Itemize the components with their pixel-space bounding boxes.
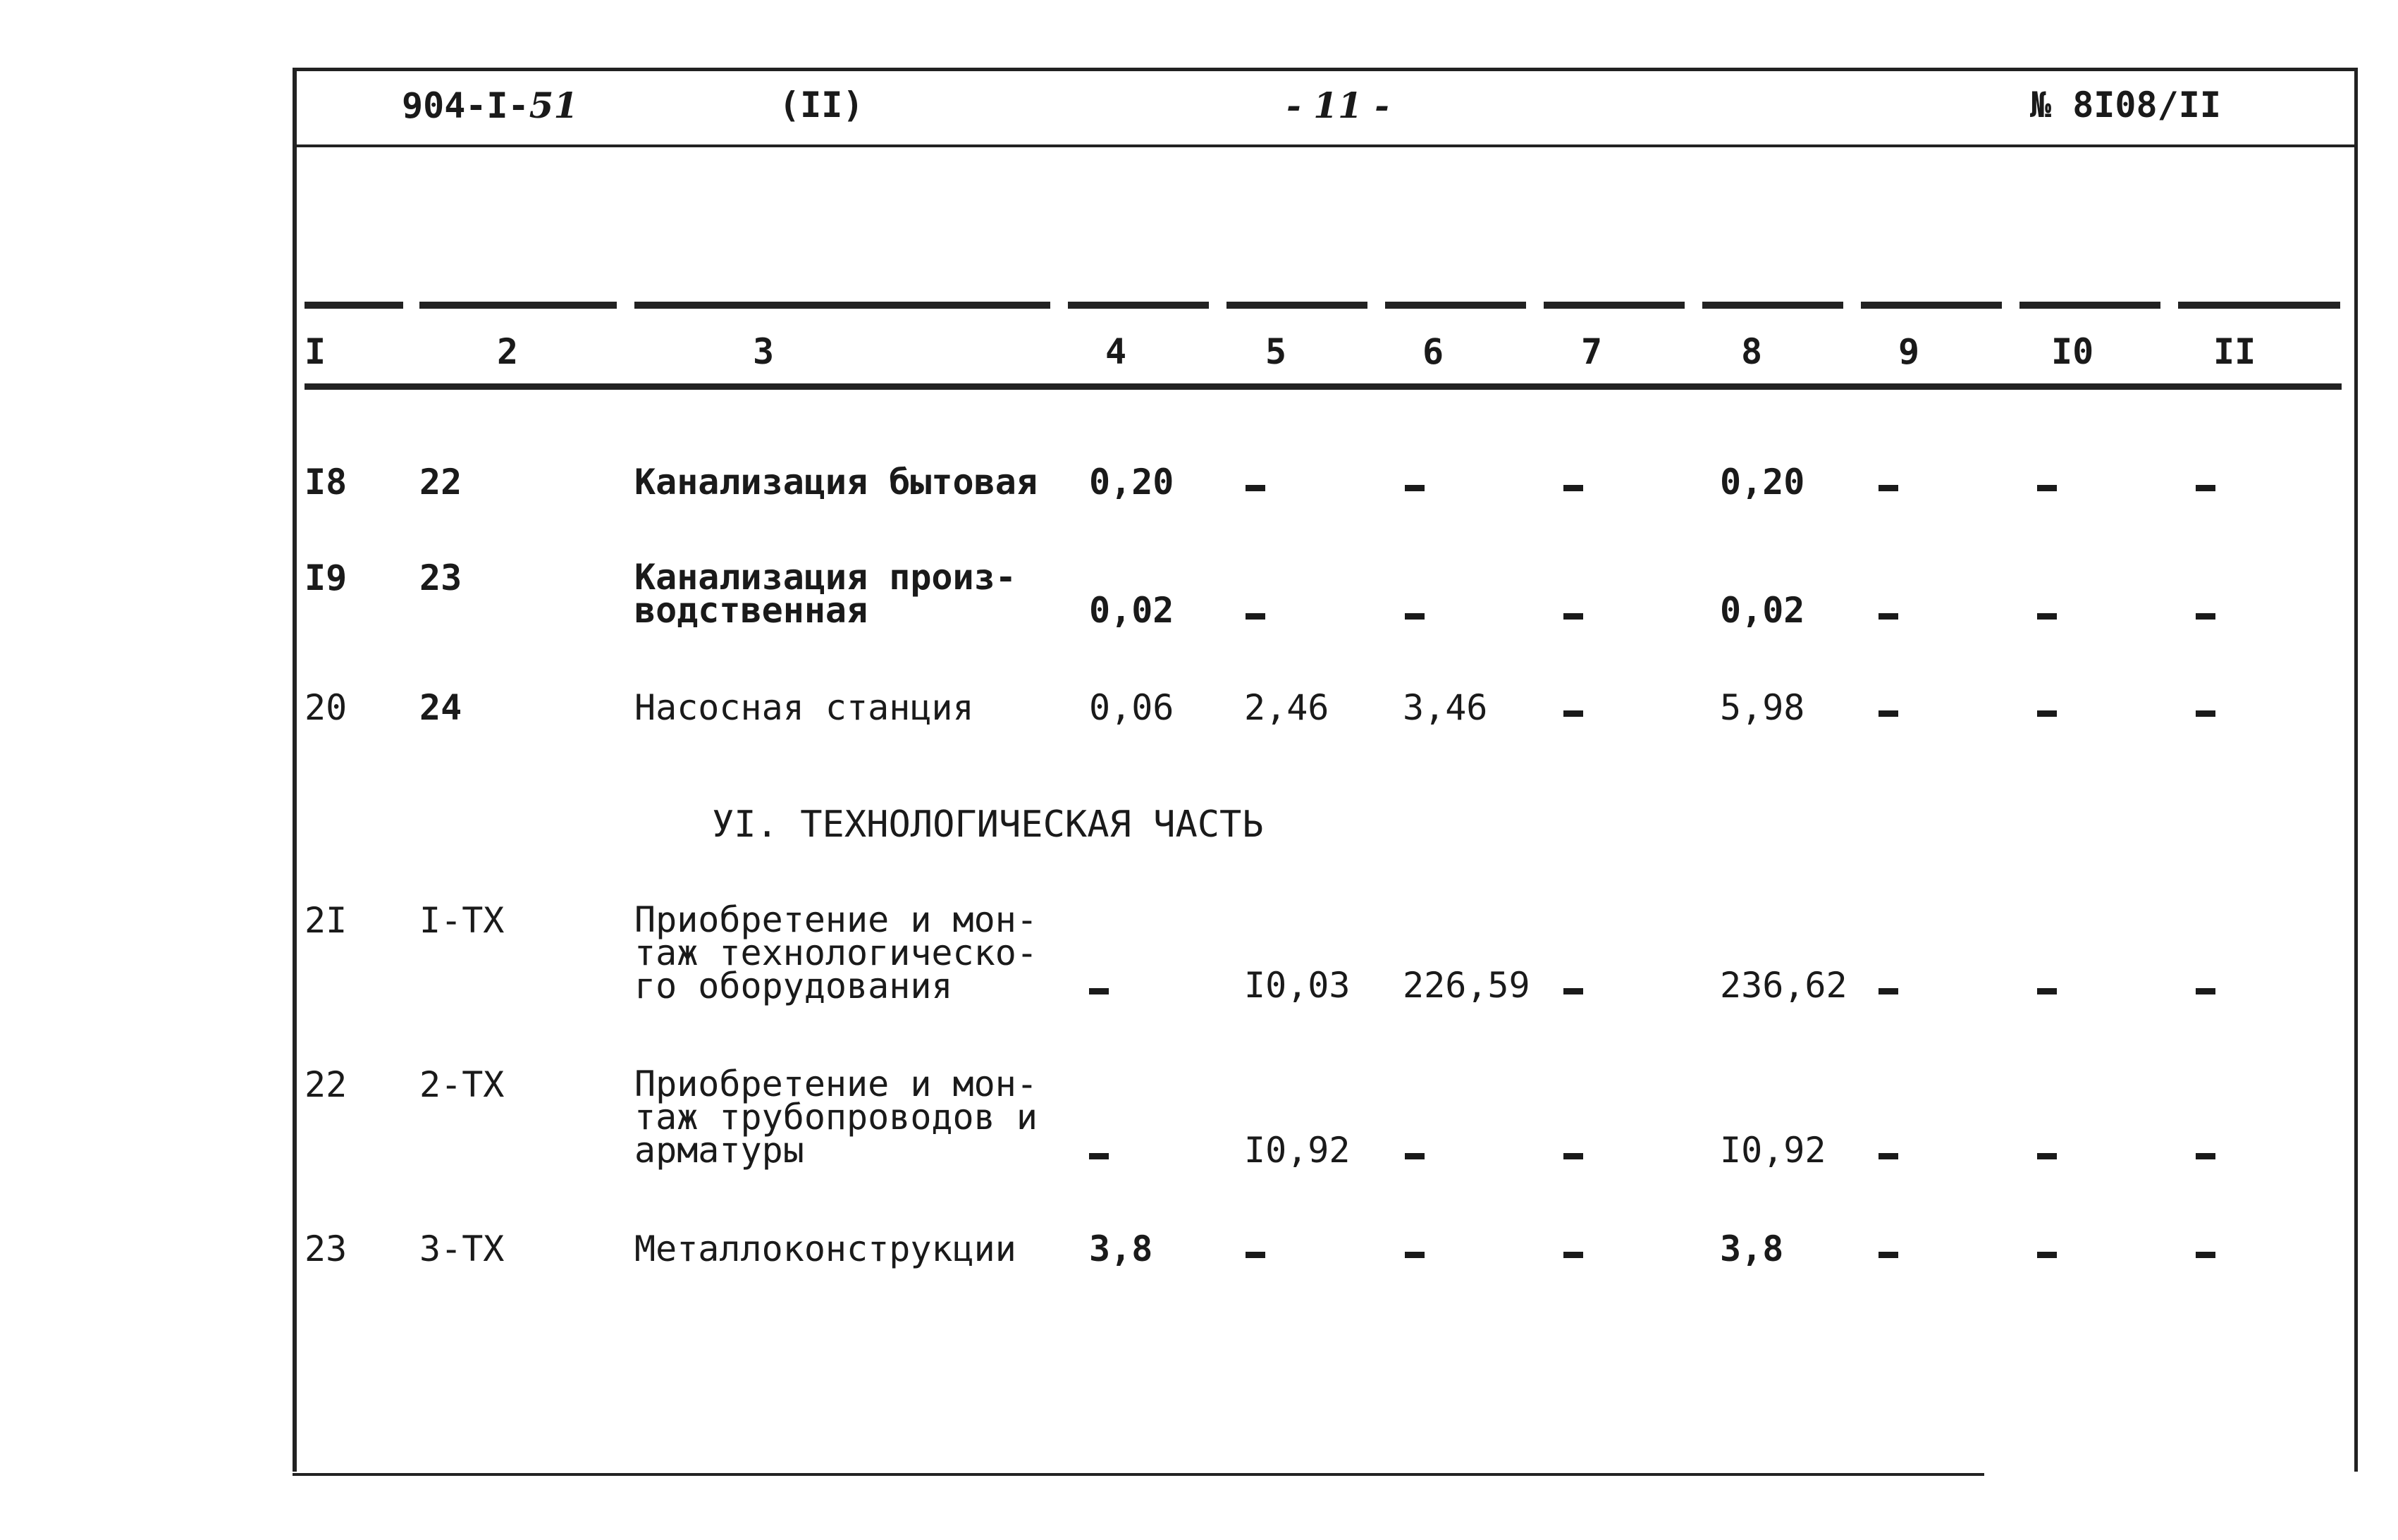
row-name-line: водственная xyxy=(634,590,868,631)
page-number: - 11 - xyxy=(1286,85,1389,126)
row-name xyxy=(634,899,1038,1006)
row-col4-dash xyxy=(1089,1153,1109,1159)
row-number: 23 xyxy=(305,1228,348,1269)
row-code: 23 xyxy=(419,558,462,598)
row-col6: 226,59 xyxy=(1403,965,1530,1006)
row-col5-dash xyxy=(1246,485,1265,491)
row-col4: 0,02 xyxy=(1089,590,1174,631)
frame-bottom-border xyxy=(293,1473,1984,1476)
column-header-5: 5 xyxy=(1265,331,1287,372)
row-col6-dash xyxy=(1405,613,1425,620)
frame-left-border xyxy=(293,69,297,1472)
row-code: 2-ТХ xyxy=(419,1064,505,1105)
row-col5-dash xyxy=(1246,613,1265,620)
row-col7-dash xyxy=(1563,1153,1583,1159)
row-name-line: арматуры xyxy=(634,1130,804,1171)
column-rule xyxy=(419,302,617,309)
row-col4: 0,06 xyxy=(1089,687,1174,728)
row-name-line: го оборудования xyxy=(634,966,953,1006)
row-col11-dash xyxy=(2196,988,2215,994)
column-rule xyxy=(634,302,1050,309)
row-col4-dash xyxy=(1089,988,1109,994)
column-rule xyxy=(1702,302,1843,309)
column-header-8: 8 xyxy=(1741,331,1763,372)
row-col7-dash xyxy=(1563,988,1583,994)
row-col7-dash xyxy=(1563,485,1583,491)
row-name-line: Приобретение и мон- xyxy=(634,1064,1038,1104)
row-number: I8 xyxy=(305,462,348,503)
row-name-line: Канализация произ- xyxy=(634,557,1016,598)
row-name: Канализация бытовая xyxy=(634,462,1038,503)
row-name xyxy=(634,1064,1038,1171)
row-col11-dash xyxy=(2196,613,2215,620)
row-number: 22 xyxy=(305,1064,348,1105)
row-col6-dash xyxy=(1405,485,1425,491)
row-name-line: Приобретение и мон- xyxy=(634,899,1038,940)
row-col11-dash xyxy=(2196,1153,2215,1159)
row-name-line: таж трубопроводов и xyxy=(634,1097,1038,1138)
row-col7-dash xyxy=(1563,710,1583,717)
row-col5-dash xyxy=(1246,1252,1265,1258)
section-title: УI. ТЕХНОЛОГИЧЕСКАЯ ЧАСТЬ xyxy=(712,803,1264,846)
row-col9-dash xyxy=(1879,710,1898,717)
row-col8: 0,20 xyxy=(1720,462,1805,503)
column-header-9: 9 xyxy=(1898,331,1920,372)
row-col11-dash xyxy=(2196,485,2215,491)
row-col10-dash xyxy=(2037,613,2057,620)
column-header-10: I0 xyxy=(2051,331,2094,372)
column-rule xyxy=(1385,302,1526,309)
row-col4: 3,8 xyxy=(1089,1228,1153,1269)
document-number: № 8I08/II xyxy=(2030,85,2221,125)
series-prefix: 904-I- xyxy=(402,85,529,126)
frame-top-border xyxy=(293,68,2358,71)
frame-right-border xyxy=(2354,69,2358,1472)
row-name: Насосная станция xyxy=(634,687,974,728)
album-number: (II) xyxy=(779,85,864,125)
row-col4: 0,20 xyxy=(1089,462,1174,503)
row-col8: 5,98 xyxy=(1720,687,1805,728)
column-header-11: II xyxy=(2213,331,2256,372)
row-col9-dash xyxy=(1879,485,1898,491)
column-rule xyxy=(2019,302,2160,309)
column-rule xyxy=(305,302,403,309)
row-number: I9 xyxy=(305,558,348,598)
row-col8: 236,62 xyxy=(1720,965,1847,1006)
row-col10-dash xyxy=(2037,1252,2057,1258)
row-col10-dash xyxy=(2037,988,2057,994)
row-code: 3-ТХ xyxy=(419,1228,505,1269)
row-col9-dash xyxy=(1879,1153,1898,1159)
row-code: I-ТХ xyxy=(419,900,505,941)
row-name xyxy=(634,557,1016,631)
column-rule xyxy=(2178,302,2340,309)
column-header-4: 4 xyxy=(1105,331,1127,372)
column-header-1: I xyxy=(305,331,326,372)
row-col7-dash xyxy=(1563,613,1583,620)
row-col6-dash xyxy=(1405,1153,1425,1159)
column-header-7: 7 xyxy=(1581,331,1603,372)
row-col10-dash xyxy=(2037,710,2057,717)
row-col11-dash xyxy=(2196,1252,2215,1258)
header-divider xyxy=(293,144,2358,147)
row-col6-dash xyxy=(1405,1252,1425,1258)
row-col8: 3,8 xyxy=(1720,1228,1784,1269)
row-col5: I0,92 xyxy=(1244,1130,1351,1171)
row-col11-dash xyxy=(2196,710,2215,717)
column-header-3: 3 xyxy=(753,331,775,372)
column-rule xyxy=(1861,302,2002,309)
row-col5: I0,03 xyxy=(1244,965,1351,1006)
column-rule xyxy=(1226,302,1367,309)
row-col10-dash xyxy=(2037,1153,2057,1159)
row-col9-dash xyxy=(1879,1252,1898,1258)
series-number-handwritten: 51 xyxy=(529,85,579,126)
column-rule xyxy=(1068,302,1209,309)
row-col8: I0,92 xyxy=(1720,1130,1826,1171)
column-header-rule xyxy=(305,383,2342,390)
row-col6: 3,46 xyxy=(1403,687,1488,728)
row-col9-dash xyxy=(1879,988,1898,994)
row-col10-dash xyxy=(2037,485,2057,491)
column-header-2: 2 xyxy=(497,331,519,372)
row-number: 20 xyxy=(305,687,348,728)
column-rule xyxy=(1544,302,1685,309)
row-name: Металлоконструкции xyxy=(634,1228,1016,1269)
column-header-6: 6 xyxy=(1422,331,1444,372)
row-col7-dash xyxy=(1563,1252,1583,1258)
row-code: 22 xyxy=(419,462,462,503)
row-col8: 0,02 xyxy=(1720,590,1805,631)
row-name-line: таж технологическо- xyxy=(634,932,1038,973)
row-col5: 2,46 xyxy=(1244,687,1329,728)
row-col9-dash xyxy=(1879,613,1898,620)
series-code xyxy=(402,85,578,126)
row-code: 24 xyxy=(419,687,462,728)
row-number: 2I xyxy=(305,900,348,941)
